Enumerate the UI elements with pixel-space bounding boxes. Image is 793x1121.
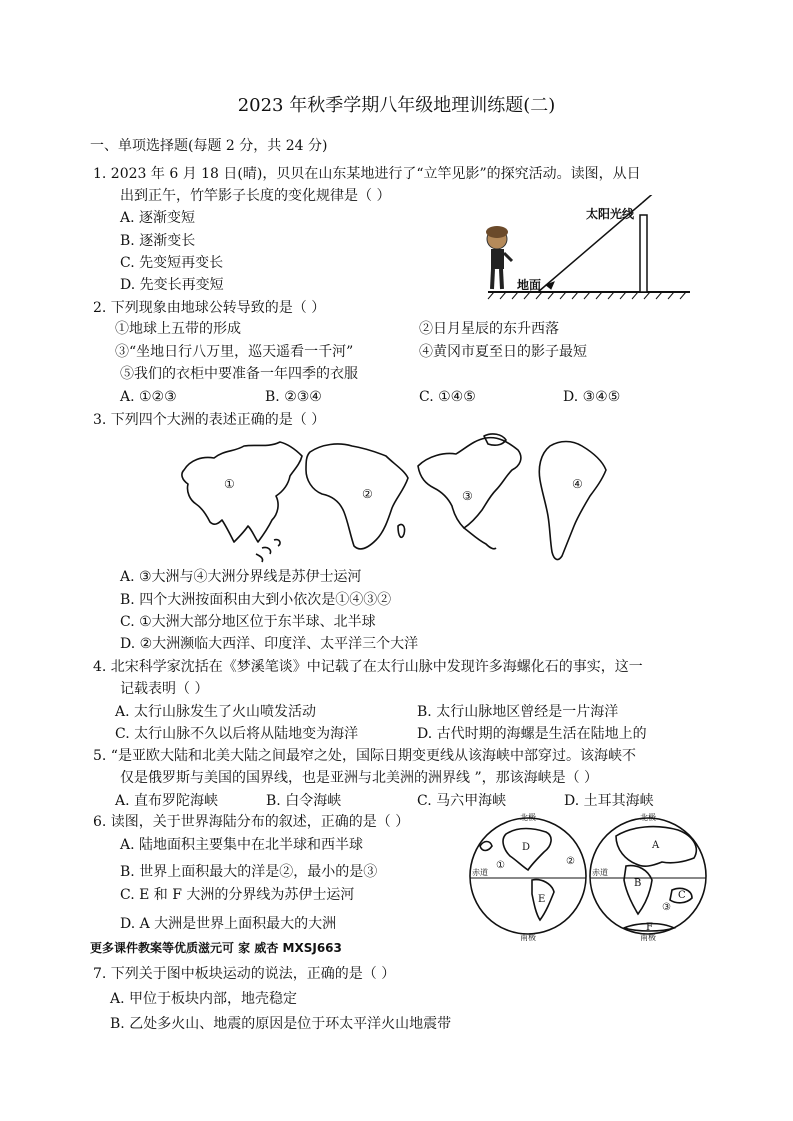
q7-stem: 7. 下列关于图中板块运动的说法，正确的是（ ）	[93, 966, 396, 982]
asia-outline	[182, 442, 302, 542]
q2-statement-2: ②日月星辰的东升西落	[419, 321, 559, 337]
q3-option-a: A. ③大洲与④大洲分界线是苏伊士运河	[120, 569, 362, 585]
q1-option-a: A. 逐渐变短	[120, 210, 196, 226]
q1-option-d: D. 先变长再变短	[120, 277, 224, 293]
q4-option-b: B. 太行山脉地区曾经是一片海洋	[417, 704, 619, 720]
q6-option-b: B. 世界上面积最大的洋是②，最小的是③	[120, 864, 378, 880]
west-south-pole-label: 南极	[520, 933, 536, 942]
promo-watermark-text: 更多课件教案等优质滋元可 家 威杏 MXSJ663	[90, 941, 342, 955]
q3-option-b: B. 四个大洲按面积由大到小依次是①④③②	[120, 592, 392, 608]
north-america-outline	[418, 438, 521, 528]
q1-option-b: B. 逐渐变长	[120, 233, 196, 249]
map-letter-f: F	[646, 922, 653, 933]
map-label-3: ③	[462, 489, 473, 503]
west-asia-edge	[480, 842, 492, 851]
west-north-pole-label: 北极	[520, 813, 536, 822]
q4-stem-line1: 4. 北宋科学家沈括在《梦溪笔谈》中记载了在太行山脉中发现许多海螺化石的事实，这一	[93, 659, 643, 675]
q7-option-b: B. 乙处多火山、地震的原因是位于环太平洋火山地震带	[110, 1016, 452, 1032]
child-figure	[486, 226, 512, 289]
map-letter-b: B	[634, 878, 642, 889]
q6-stem: 6. 读图，关于世界海陆分布的叙述，正确的是（ ）	[93, 814, 410, 830]
q2-option-d: D. ③④⑤	[563, 389, 621, 405]
east-africa	[624, 866, 652, 914]
map-num-3: ③	[662, 902, 671, 913]
q2-option-b: B. ②③④	[265, 389, 322, 405]
q1-stem-line1: 1. 2023 年 6 月 18 日(晴)，贝贝在山东某地进行了“立竿见影”的探究活动。读图，从日	[93, 166, 641, 182]
q6-option-c: C. E 和 F 大洲的分界线为苏伊士运河	[120, 887, 355, 903]
section-heading: 一、单项选择题(每题 2 分，共 24 分)	[90, 138, 328, 154]
q6-option-d: D. A 大洲是世界上面积最大的大洲	[120, 916, 337, 932]
q1-stem-line2: 出到正午，竹竿影子长度的变化规律是（ ）	[120, 188, 391, 204]
map-num-1: ①	[496, 860, 505, 871]
central-america-outline	[464, 528, 496, 549]
q5-option-b: B. 白令海峡	[266, 793, 342, 809]
q2-option-a: A. ①②③	[120, 389, 177, 405]
q3-option-c: C. ①大洲大部分地区位于东半球、北半球	[120, 614, 376, 630]
q2-statement-3: ③“坐地日行八万里，巡天遥看一千河”	[115, 344, 354, 360]
map-label-1: ①	[224, 477, 235, 491]
east-north-pole-label: 北极	[640, 813, 656, 822]
q7-option-a: A. 甲位于板块内部，地壳稳定	[110, 991, 298, 1007]
map-letter-c: C	[678, 890, 686, 901]
asia-islands	[256, 540, 280, 562]
map-label-4: ④	[572, 477, 583, 491]
east-equator-label: 赤道	[592, 868, 608, 877]
q1-option-c: C. 先变短再变长	[120, 255, 224, 271]
africa-outline	[306, 444, 408, 549]
map-num-2: ②	[566, 856, 575, 867]
q6-option-a: A. 陆地面积主要集中在北半球和西半球	[120, 837, 364, 853]
q5-option-d: D. 土耳其海峡	[564, 793, 654, 809]
q4-option-c: C. 太行山脉不久以后将从陆地变为海洋	[115, 726, 359, 742]
q3-continents-figure	[172, 430, 622, 570]
q2-statement-4: ④黄冈市夏至日的影子最短	[419, 344, 587, 360]
q3-option-d: D. ②大洲濒临大西洋、印度洋、太平洋三个大洋	[120, 636, 419, 652]
map-letter-a: A	[652, 840, 660, 851]
east-south-pole-label: 南极	[640, 933, 656, 942]
q5-option-a: A. 直布罗陀海峡	[115, 793, 219, 809]
q6-hemispheres-figure	[466, 806, 711, 946]
q4-option-d: D. 古代时期的海螺是生活在陆地上的	[417, 726, 647, 742]
q2-stem: 2. 下列现象由地球公转导致的是（ ）	[93, 300, 326, 316]
q4-stem-line2: 记载表明（ ）	[120, 681, 209, 697]
page-title: 2023 年秋季学期八年级地理训练题(二)	[237, 95, 556, 116]
map-letter-e: E	[538, 894, 546, 905]
q1-ground-label: 地面	[517, 278, 542, 292]
q2-option-c: C. ①④⑤	[419, 389, 476, 405]
q5-stem-line2: 仅是俄罗斯与美国的国界线，也是亚洲与北美洲的洲界线 ”，那该海峡是（ ）	[120, 770, 599, 786]
south-america-outline	[539, 442, 606, 560]
q5-option-c: C. 马六甲海峡	[417, 793, 507, 809]
q2-statement-1: ①地球上五带的形成	[115, 321, 241, 337]
map-label-2: ②	[362, 487, 373, 501]
west-equator-label: 赤道	[472, 868, 488, 877]
q3-stem: 3. 下列四个大洲的表述正确的是（ ）	[93, 412, 326, 428]
madagascar-outline	[398, 524, 405, 537]
q2-statement-5: ⑤我们的衣柜中要准备一年四季的衣服	[120, 366, 358, 382]
map-letter-d: D	[522, 842, 531, 853]
q4-option-a: A. 太行山脉发生了火山喷发活动	[115, 704, 317, 720]
q5-stem-line1: 5. “是亚欧大陆和北美大陆之间最窄之处，国际日期变更线从该海峡中部穿过。该海峡不	[93, 748, 636, 764]
q1-sunlight-label: 太阳光线	[586, 207, 635, 221]
